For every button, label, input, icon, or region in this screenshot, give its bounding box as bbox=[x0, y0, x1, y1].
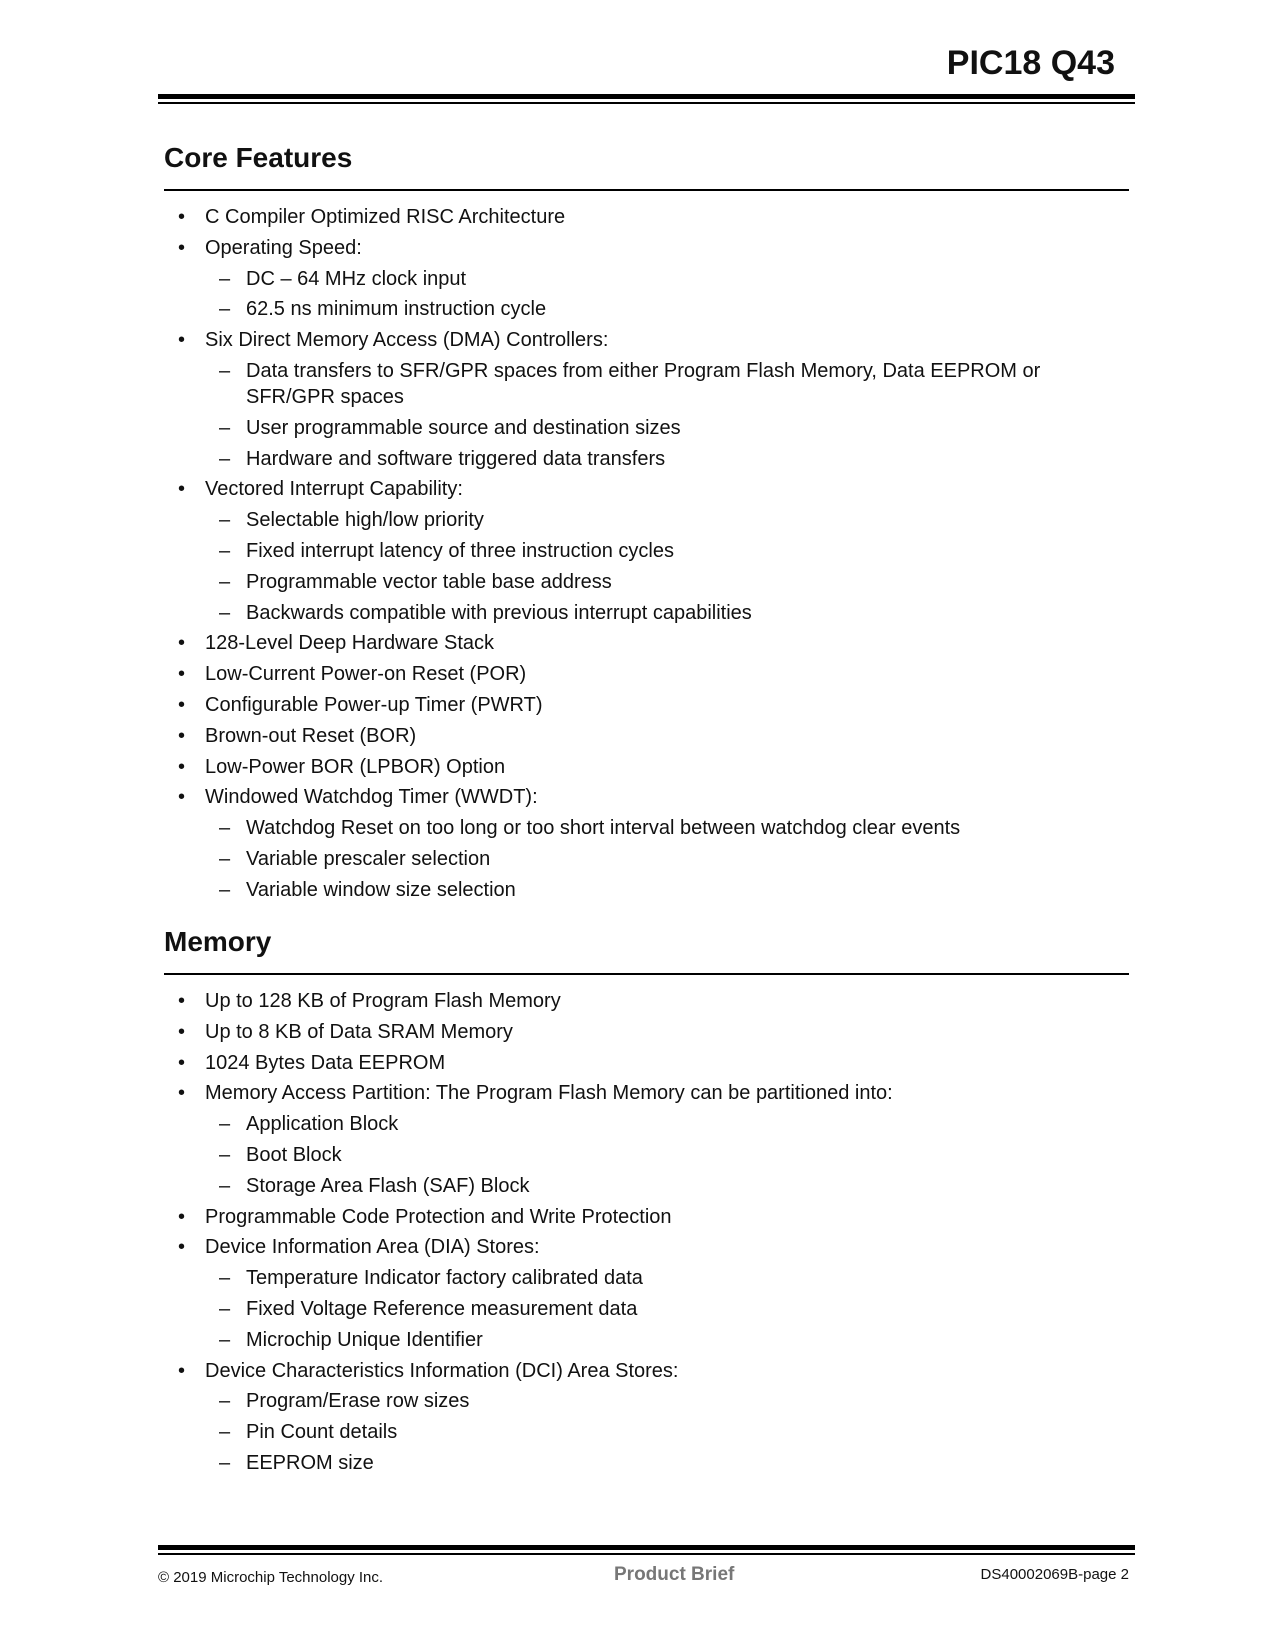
sub-list bbox=[205, 266, 1084, 323]
list-item-text: Device Characteristics Information (DCI) Area Stores: bbox=[205, 1359, 679, 1382]
sub-list bbox=[205, 358, 1084, 472]
sub-list bbox=[205, 507, 1084, 625]
sub-list bbox=[205, 815, 1084, 903]
list-item bbox=[164, 235, 1084, 323]
list-item-text: Low-Current Power-on Reset (POR) bbox=[205, 663, 527, 686]
list-item bbox=[164, 754, 1084, 780]
list-item bbox=[164, 1080, 1084, 1198]
list-item-text: C Compiler Optimized RISC Architecture bbox=[205, 206, 566, 228]
list-item-text: Windowed Watchdog Timer (WWDT): bbox=[205, 786, 538, 809]
header-rule-thick bbox=[158, 94, 1135, 99]
page-number: DS40002069B-page 2 bbox=[980, 1566, 1129, 1583]
sub-list-item: – 62.5 ns minimum instruction cycle bbox=[205, 296, 1084, 322]
sub-list-item: – Temperature Indicator factory calibrated data bbox=[205, 1265, 1084, 1291]
list-item-text: Six Direct Memory Access (DMA) Controllers: bbox=[205, 329, 609, 352]
sub-list bbox=[205, 1265, 1084, 1353]
list-item bbox=[164, 1019, 1084, 1045]
list-item bbox=[164, 204, 1084, 230]
section-heading-memory: Memory bbox=[164, 926, 272, 957]
sub-list-item: – Variable window size selection bbox=[205, 877, 1084, 903]
section-heading-core-features: Core Features bbox=[164, 142, 353, 173]
sub-list-item: – Pin Count details bbox=[205, 1419, 1084, 1445]
sub-list bbox=[205, 1388, 1084, 1476]
page-title: PIC18 Q43 bbox=[946, 44, 1115, 82]
list-item-text: Vectored Interrupt Capability: bbox=[205, 478, 463, 501]
sub-list-item: – Fixed Voltage Reference measurement data bbox=[205, 1296, 1084, 1322]
section-rule bbox=[164, 973, 1129, 975]
sub-list-item: – Selectable high/low priority bbox=[205, 507, 1084, 533]
list-item bbox=[164, 1358, 1084, 1476]
list-item-text: Up to 128 KB of Program Flash Memory bbox=[205, 990, 561, 1012]
sub-list-item: – Microchip Unique Identifier bbox=[205, 1327, 1084, 1353]
list-item bbox=[164, 476, 1084, 625]
document-type: Product Brief bbox=[614, 1564, 735, 1585]
sub-list-item: – Variable prescaler selection bbox=[205, 846, 1084, 872]
list-item-text: 1024 Bytes Data EEPROM bbox=[205, 1051, 446, 1074]
sub-list-item: – Application Block bbox=[205, 1111, 1084, 1137]
sub-list-item: – Programmable vector table base address bbox=[205, 569, 1084, 595]
list-item-text: Configurable Power-up Timer (PWRT) bbox=[205, 693, 543, 716]
sub-list-item: – Storage Area Flash (SAF) Block bbox=[205, 1173, 1084, 1199]
sub-list-item: – EEPROM size bbox=[205, 1450, 1084, 1476]
list-item bbox=[164, 1234, 1084, 1352]
list-item-text: Up to 8 KB of Data SRAM Memory bbox=[205, 1020, 513, 1043]
header-rule-thin bbox=[158, 102, 1135, 104]
list-item bbox=[164, 784, 1084, 902]
list-item bbox=[164, 692, 1084, 718]
copyright: © 2019 Microchip Technology Inc. bbox=[158, 1569, 384, 1586]
list-item bbox=[164, 1204, 1084, 1230]
list-item bbox=[164, 988, 1084, 1014]
list-item-text: 128-Level Deep Hardware Stack bbox=[205, 632, 495, 655]
sub-list-item: – Hardware and software triggered data transfers bbox=[205, 446, 1084, 472]
sub-list bbox=[205, 1111, 1084, 1199]
list-item-text: Device Information Area (DIA) Stores: bbox=[205, 1236, 540, 1259]
sub-list-item: – Backwards compatible with previous interrupt capabilities bbox=[205, 600, 1084, 626]
list-item-text: Memory Access Partition: The Program Flash Memory can be partitioned into: bbox=[205, 1082, 893, 1105]
footer-rule-thin bbox=[158, 1553, 1135, 1555]
list-item bbox=[164, 723, 1084, 749]
sub-list-item: – Data transfers to SFR/GPR spaces from either Program Flash Memory, Data EEPROM or SFR/GPR spaces bbox=[205, 358, 1084, 410]
memory-list bbox=[164, 988, 1084, 1481]
section-rule bbox=[164, 189, 1129, 191]
list-item bbox=[164, 1050, 1084, 1076]
sub-list-item: – Fixed interrupt latency of three instruction cycles bbox=[205, 538, 1084, 564]
sub-list-item: – Program/Erase row sizes bbox=[205, 1388, 1084, 1414]
core-features-list bbox=[164, 204, 1084, 908]
sub-list-item: – User programmable source and destination sizes bbox=[205, 415, 1084, 441]
footer-rule-thick bbox=[158, 1545, 1135, 1550]
list-item bbox=[164, 661, 1084, 687]
list-item-text: Programmable Code Protection and Write Protection bbox=[205, 1205, 672, 1228]
list-item bbox=[164, 327, 1084, 471]
list-item-text: Low-Power BOR (LPBOR) Option bbox=[205, 755, 506, 778]
list-item-text: Brown-out Reset (BOR) bbox=[205, 724, 417, 747]
sub-list-item: – Boot Block bbox=[205, 1142, 1084, 1168]
sub-list-item: – Watchdog Reset on too long or too short interval between watchdog clear events bbox=[205, 815, 1084, 841]
list-item bbox=[164, 630, 1084, 656]
list-item-text: Operating Speed: bbox=[205, 236, 362, 259]
sub-list-item: – DC – 64 MHz clock input bbox=[205, 266, 1084, 292]
